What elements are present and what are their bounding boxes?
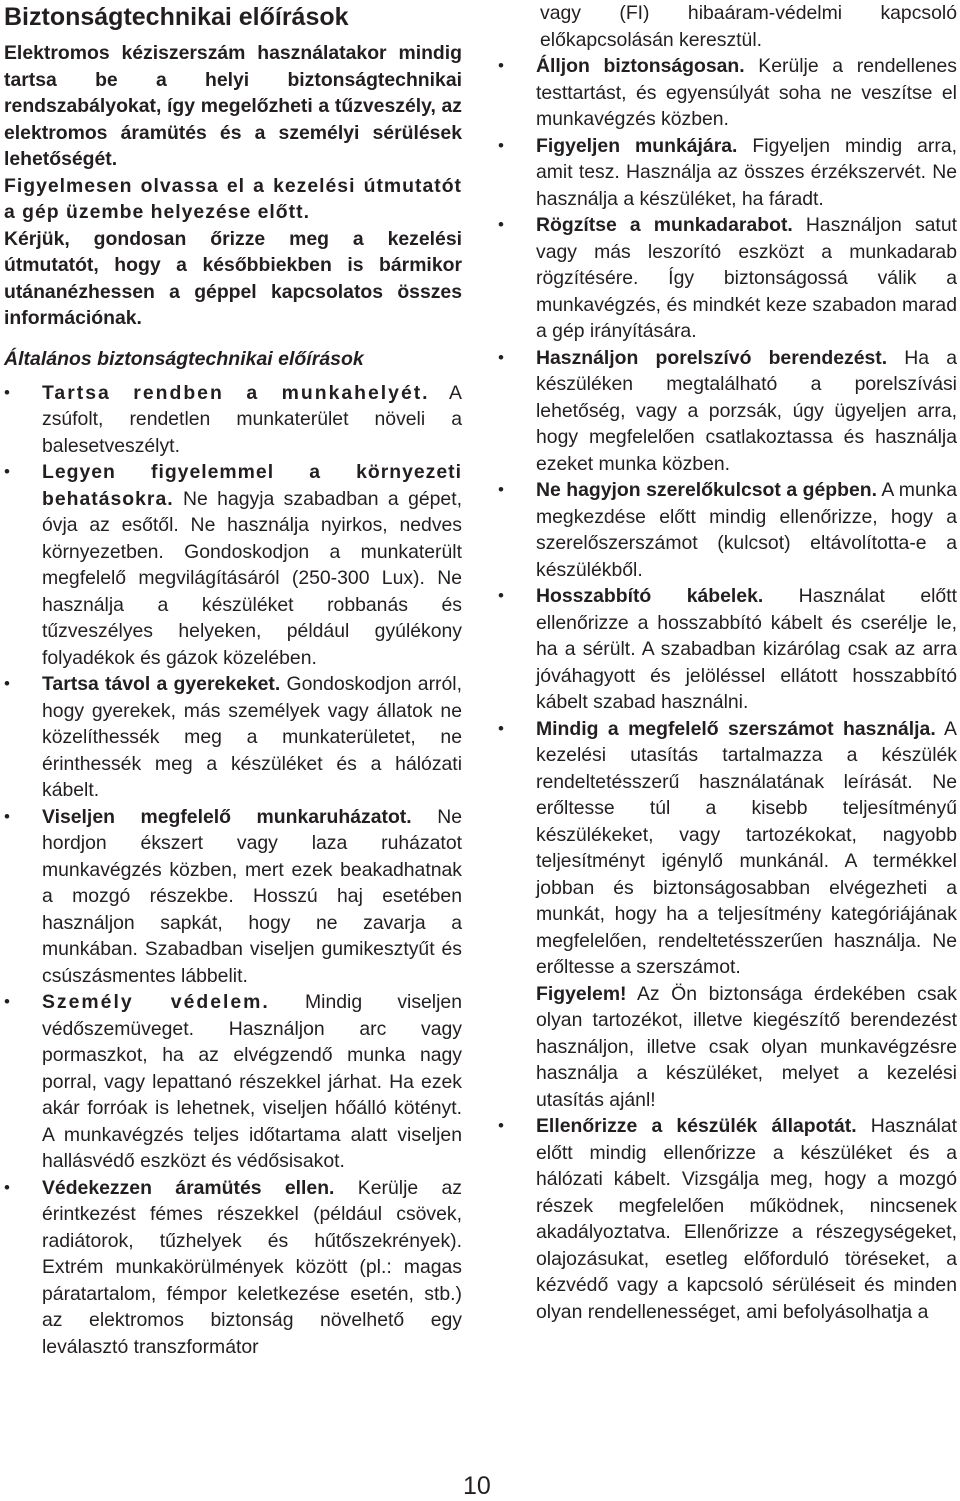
bullet-icon: • — [498, 347, 504, 367]
bullet-icon: • — [498, 135, 504, 155]
rule-item — [498, 477, 957, 583]
rule-title: Védekezzen áramütés ellen. — [42, 1176, 335, 1199]
rule-item — [4, 380, 462, 460]
intro-paragraph-1: Elektromos kéziszerszám használatakor mindig tartsa be a helyi biztonságtechnikai rendszabályokat, így megelőzheti a tűzveszély, az elektromos áramütés és a személyi sérülések lehetőségét. — [4, 42, 462, 170]
rule-text: Figyeljen mindig arra, amit tesz. Használja az összes érzékszervét. Ne használja a készüléket, ha fáradt. — [536, 134, 957, 210]
rules-list-left — [4, 380, 462, 1361]
rule-title: Személy védelem. — [42, 991, 270, 1013]
warning-text: Az Ön biztonsága érdekében csak olyan tartozékot, illetve kiegészítő berendezést használjon, illetve csak olyan munkavégzésre használja a készüléket, melyet a kezelési utasítás ajánl! — [536, 982, 957, 1111]
bullet-icon: • — [4, 462, 10, 481]
rule-text: Használat előtt ellenőrizze a hosszabbító kábelt és cserélje le, ha a sérült. A szabadban kizárólag csak az arra jóváhagyott és jelöléssel ellátott hosszabbító kábelt szabad használni. — [536, 585, 957, 713]
rule-item — [498, 583, 957, 716]
rule-text: A kezelési utasítás tartalmazza a készülék rendeltetésszerű használatának leírását. Ne erőltesse túl a kisebb teljesítményű készülékeket, vagy tartozékokat, nagyobb teljesítményt igénylő munkánál. A termékkel jobban és biztonságosabban elvégezheti a munkát, hogy ha a teljesítmény kategóriájának megfelelően, rendeltetésszerűen használja. Ne erőltesse a szerszámot. — [536, 717, 957, 978]
intro-paragraph-3: Kérjük, gondosan őrizze meg a kezelési útmutatót, hogy a későbbiekben is bármikor utánanézhessen a géppel kapcsolatos összes információnak. — [4, 227, 462, 329]
page-number: 10 — [463, 1472, 491, 1500]
bullet-icon: • — [4, 674, 10, 693]
rule-title: Rögzítse a munkadarabot. — [536, 214, 793, 236]
bullet-icon: • — [498, 56, 504, 75]
rule-item — [498, 53, 957, 133]
bullet-icon: • — [498, 480, 504, 499]
rule-title: Tartsa rendben a munkahelyét. — [42, 381, 430, 404]
rule-item — [498, 345, 957, 478]
warning-title: Figyelem! — [536, 982, 627, 1005]
rule-text: Használat előtt mindig ellenőrizze a készüléket és a hálózati kábelt. Vizsgálja meg, hogy a mozgó részek megfelelően működnek, nincsenek akadályoztatva. Ellenőrizze a részegységeket, olajozásukat, esetleg előforduló töréseket, a kézvédő vagy a kapcsoló sérüléseit és minden olyan rendellenességet, ami befolyásolhatja a — [536, 1115, 957, 1323]
rule-title: Ellenőrizze a készülék állapotát. — [536, 1115, 857, 1137]
rule-item — [498, 1113, 957, 1325]
rule-text: A zsúfolt, rendetlen munkaterület növeli a balesetveszélyt. — [42, 381, 462, 457]
rule-text: Gondoskodjon arról, hogy gyerekek, más személyek vagy állatok ne közelíthessék meg a munkaterületet, ne érinthessék meg a készüléket és a hálózati kábelt. — [42, 673, 462, 801]
bullet-icon: • — [498, 215, 504, 234]
rule-title: Viseljen megfelelő munkaruházatot. — [42, 805, 412, 828]
rule-title: Hosszabbító kábelek. — [536, 585, 764, 607]
rule-title: Figyeljen munkájára. — [536, 134, 738, 157]
rule-item — [498, 133, 957, 213]
intro-block — [4, 40, 462, 332]
rule-text: Kerülje az érintkezést fémes részekkel (például csövek, radiátorok, tűzhelyek és hűtőszekrények). Extrém munkakörülmények között (pl.: magas páratartalom, fémpor keletkezése esetén, stb.) az elektromos biztonság növelhető egy leválasztó transzformátor — [42, 1176, 462, 1358]
rule-item — [4, 989, 462, 1175]
rule-title: Használjon porelszívó berendezést. — [536, 346, 888, 369]
intro-paragraph-2: Figyelmesen olvassa el a kezelési útmutatót a gép üzembe helyezése előtt. — [4, 174, 462, 223]
section-title: Általános biztonságtechnikai előírások — [4, 347, 364, 370]
rules-list-right — [498, 53, 957, 1325]
rule-item — [4, 671, 462, 804]
right-column — [498, 0, 957, 1325]
bullet-icon: • — [498, 718, 504, 738]
rule-text: Ne hordjon ékszert vagy laza ruházatot munkavégzés közben, mert ezek beakadhatnak a mozgó részekbe. Hosszú haj esetében használjon sapkát, hogy ne zavarja a munkában. Szabadban viseljen gumikesztyűt és csúszásmentes lábbelit. — [42, 805, 462, 987]
continued-text: vagy (FI) hibaáram-védelmi kapcsoló előkapcsolásán keresztül. — [540, 2, 957, 51]
rule-title: Ne hagyjon szerelőkulcsot a gépben. — [536, 479, 877, 501]
rule-title: Álljon biztonságosan. — [536, 55, 745, 77]
page-title: Biztonságtechnikai előírások — [4, 3, 349, 31]
bullet-icon: • — [4, 992, 10, 1011]
rule-item — [4, 804, 462, 990]
rule-text: Ne hagyja szabadban a gépet, óvja az esőtől. Ne használja nyirkos, nedves környezetben. Gondoskodjon a munkaterült megfelelő megvilágításáról (250-300 Lux). Ne használja a készüléket robbanás és tűzveszélyes helyeken, például gyúlékony folyadékok és gázok közelében. — [42, 487, 462, 669]
rule-title: Mindig a megfelelő szerszámot használja. — [536, 717, 936, 740]
rule-text: Kerülje a rendellenes testtartást, és egyensúlyát soha ne veszítse el munkavégzés közben. — [536, 55, 957, 130]
rule-text: Használjon satut vagy más leszorító eszközt a munkadarab rögzítésére. Így biztonságossá válik a munkavégzés, és mindkét keze szabadon marad a gép irányítására. — [536, 214, 957, 342]
warning-note — [498, 981, 957, 1114]
rule-title: Tartsa távol a gyerekeket. — [42, 673, 281, 695]
rule-item — [498, 716, 957, 981]
rule-item — [4, 459, 462, 671]
bullet-icon: • — [4, 382, 10, 402]
rule-text: Ha a készüléken megtalálható a porelszívási lehetőség, vagy a porzsák, úgy ügyeljen arra, hogy megfelelően csatlakoztassa és használja ezeket munka közben. — [536, 346, 957, 475]
rule-text: Mindig viseljen védőszemüveget. Használjon arc vagy pormaszkot, ha az elvégzendő munka nagy porral, vagy lepattanó részekkel járhat. Ha ezek akár forróak is lehetnek, viseljen hőálló kötényt. A munkavégzés teljes időtartama alatt viseljen hallásvédő eszközt és védősisakot. — [42, 991, 462, 1172]
rule-text: A munka megkezdése előtt mindig ellenőrizze, hogy a szerelőszerszámot (kulcsot) eltávolította-e a készülékből. — [536, 479, 957, 581]
bullet-icon: • — [498, 586, 504, 605]
rule-title: Legyen figyelemmel a környezeti behatásokra. — [42, 461, 462, 510]
bullet-icon: • — [498, 1116, 504, 1135]
rule-item — [4, 1175, 462, 1361]
left-column — [4, 0, 462, 1360]
bullet-icon: • — [4, 806, 10, 826]
bullet-icon: • — [4, 1177, 10, 1197]
rule-item — [498, 212, 957, 345]
